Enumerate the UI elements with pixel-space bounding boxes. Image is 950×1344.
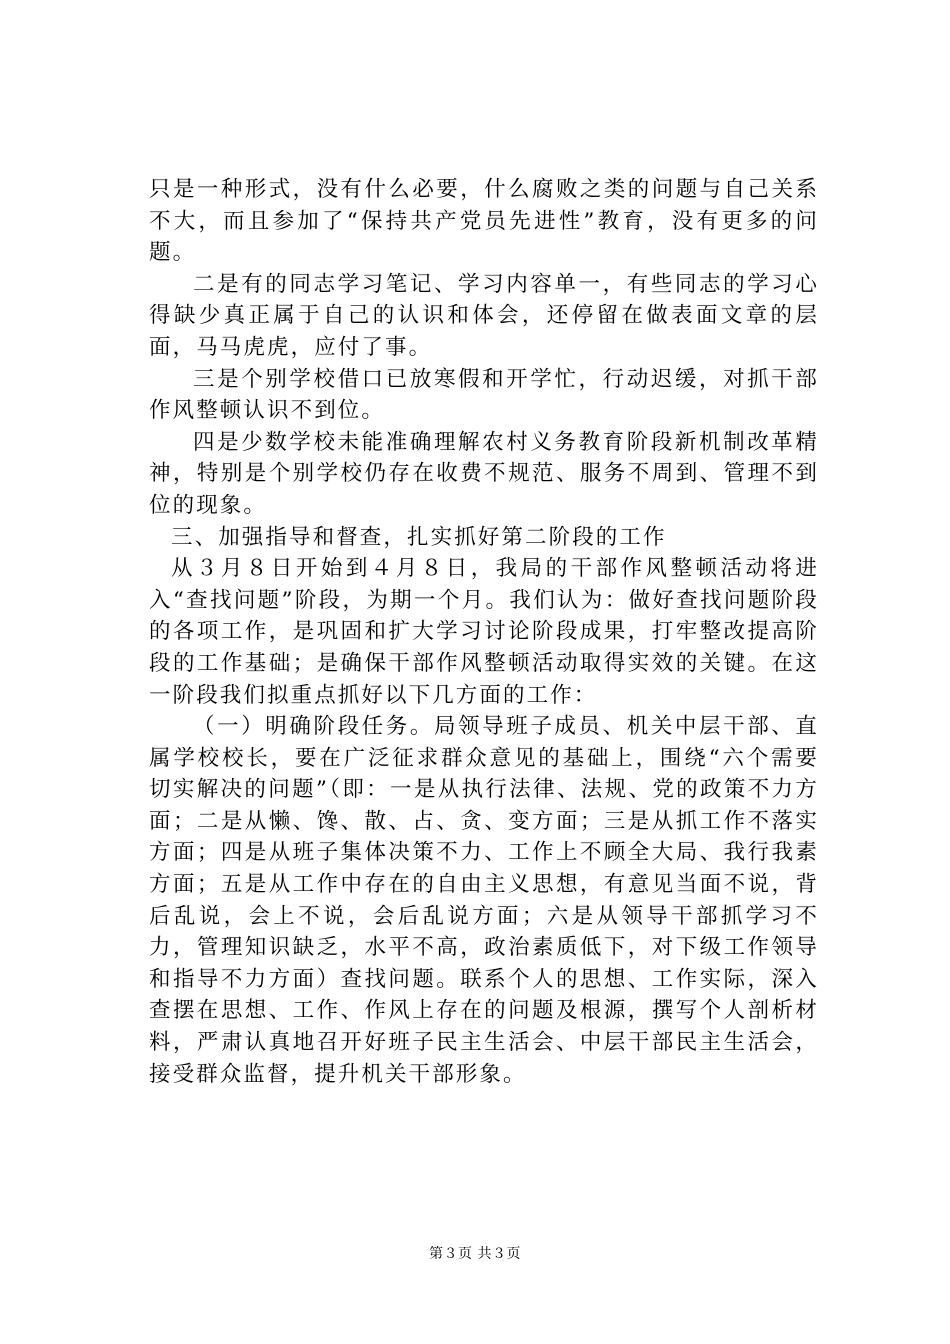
paragraph-continued: 只是一种形式，没有什么必要，什么腐败之类的问题与自己关系不大，而且参加了“保持共产党员先进性”教育，没有更多的问题。 — [149, 177, 819, 266]
page-footer: 第３页 共３页 — [429, 1246, 521, 1262]
document-body — [149, 174, 819, 1090]
paragraph-stage-intro: 从３月８日开始到４月８日，我局的干部作风整顿活动将进入“查找问题”阶段，为期一个月。我们认为：做好查找问题阶段的各项工作，是巩固和扩大学习讨论阶段成果，打牢整改提高阶段的工作基础；是确保干部作风整顿活动取得实效的关键。在这一阶段我们拟重点抓好以下几方面的工作： — [149, 556, 819, 708]
paragraph-task-one: （一）明确阶段任务。局领导班子成员、机关中层干部、直属学校校长，要在广泛征求群众意见的基础上，围绕“六个需要切实解决的问题”（即：一是从执行法律、法规、党的政策不力方面；二是从懒、馋、散、占、贪、变方面；三是从抓工作不落实方面；四是从班子集体决策不力、工作上不顾全大局、我行我素方面；五是从工作中存在的自由主义思想，有意见当面不说，背后乱说，会上不说，会后乱说方面；六是从领导干部抓学习不力，管理知识缺乏，水平不高，政治素质低下，对下级工作领导和指导不力方面）查找问题。联系个人的思想、工作实际，深入查摆在思想、工作、作风上存在的问题及根源，撰写个人剖析材料，严肃认真地召开好班子民主生活会、中层干部民主生活会，接受群众监督，提升机关干部形象。 — [149, 714, 819, 1087]
paragraph-point-four: 四是少数学校未能准确理解农村义务教育阶段新机制改革精神，特别是个别学校仍存在收费不规范、服务不周到、管理不到位的现象。 — [149, 429, 819, 518]
paragraph-point-three: 三是个别学校借口已放寒假和开学忙，行动迟缓，对抓干部作风整顿认识不到位。 — [149, 366, 819, 424]
paragraph-point-two: 二是有的同志学习笔记、学习内容单一，有些同志的学习心得缺少真正属于自己的认识和体会，还停留在做表面文章的层面，马马虎虎，应付了事。 — [149, 271, 819, 360]
section-heading: 三、加强指导和督查，扎实抓好第二阶段的工作 — [171, 524, 667, 550]
